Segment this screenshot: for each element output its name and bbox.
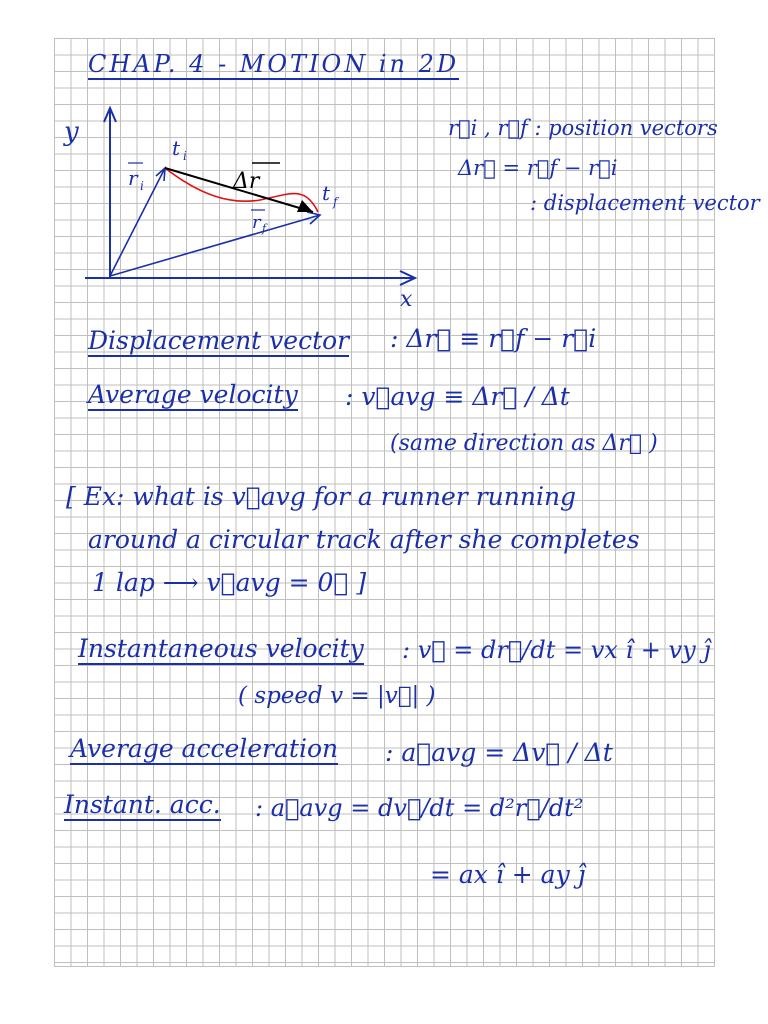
- rf-label: r: [252, 212, 261, 233]
- ri-subscript: i: [140, 179, 144, 193]
- displacement-vector-equation: : Δr⃗ ≡ r⃗f − r⃗i: [390, 324, 597, 353]
- tf-label: t: [322, 181, 331, 205]
- rf-subscript: f: [262, 222, 267, 235]
- tf-subscript: f: [333, 195, 338, 209]
- example-line-3: 1 lap ⟶ v⃗avg = 0⃗ ]: [92, 568, 367, 597]
- speed-note: ( speed v = |v⃗| ): [238, 683, 436, 709]
- instant-acceleration-components: = ax î + ay ĵ: [430, 860, 586, 889]
- ti-label: t: [172, 136, 181, 160]
- example-line-1: [ Ex: what is v⃗avg for a runner running: [66, 482, 577, 511]
- average-acceleration-equation: : a⃗avg = Δv⃗ / Δt: [385, 738, 613, 767]
- side-note-position-vectors: r⃗i , r⃗f : position vectors: [448, 116, 718, 140]
- instantaneous-velocity-equation: : v⃗ = dr⃗/dt = vx î + vy ĵ: [402, 636, 711, 664]
- example-line-2: around a circular track after she completes: [88, 525, 640, 554]
- rf-vector: [110, 215, 320, 276]
- side-note-displacement-eq: Δr⃗ = r⃗f − r⃗i: [458, 156, 618, 180]
- x-axis-label: x: [400, 287, 413, 312]
- instant-acceleration-heading: Instant. acc.: [64, 790, 221, 819]
- average-velocity-equation: : v⃗avg ≡ Δr⃗ / Δt: [345, 382, 570, 411]
- instant-acceleration-equation: : a⃗avg = dv⃗/dt = d²r⃗/dt²: [255, 794, 584, 822]
- page-title: CHAP. 4 - MOTION in 2D: [88, 50, 460, 78]
- y-axis-label: y: [64, 117, 79, 147]
- instantaneous-velocity-heading: Instantaneous velocity: [78, 634, 364, 663]
- average-velocity-heading: Average velocity: [88, 380, 298, 409]
- displacement-vector-heading: Displacement vector: [88, 326, 350, 355]
- dr-label: Δr: [233, 169, 260, 194]
- ri-arrowhead: [156, 168, 165, 181]
- ri-label: r: [128, 166, 138, 190]
- ti-subscript: i: [183, 149, 187, 163]
- average-velocity-note: (same direction as Δr⃗ ): [390, 431, 658, 456]
- side-note-displacement-vector: : displacement vector: [530, 191, 760, 215]
- average-acceleration-heading: Average acceleration: [70, 734, 339, 763]
